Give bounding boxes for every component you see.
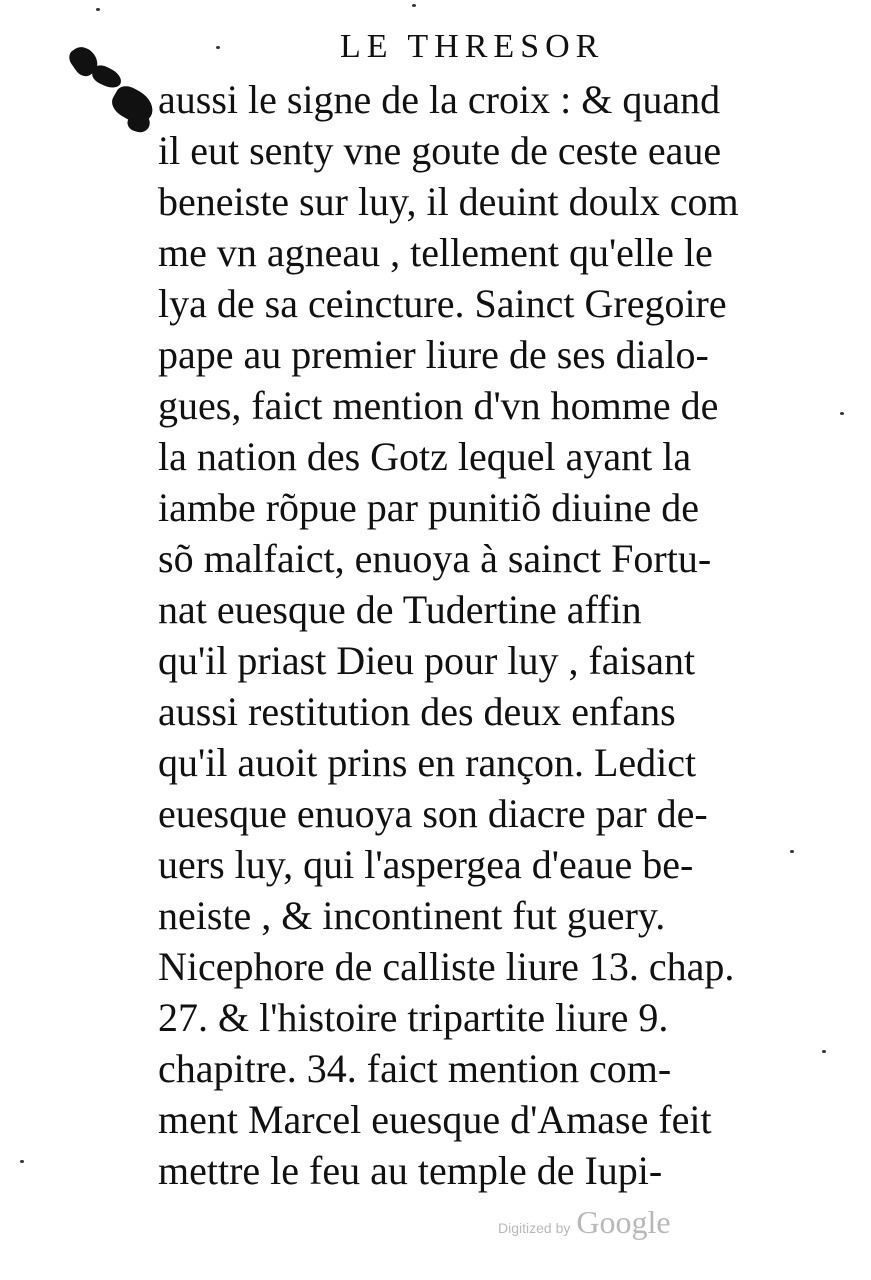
text-line: gues, faict mention d'vn homme de <box>158 383 719 428</box>
text-line: iambe rõpue par punitiõ diuine de <box>158 485 699 530</box>
text-line: lya de sa ceincture. Sainct Gregoire <box>158 281 727 326</box>
text-line: me vn agneau , tellement qu'elle le <box>158 230 713 275</box>
text-line: qu'il priast Dieu pour luy , faisant <box>158 638 696 683</box>
speck <box>822 1050 826 1053</box>
speck <box>412 4 416 7</box>
text-line: aussi restitution des deux enfans <box>158 689 676 734</box>
text-line: beneiste sur luy, il deuint doulx com <box>158 179 739 224</box>
running-head: LE THRESOR <box>340 28 605 65</box>
text-line: la nation des Gotz lequel ayant la <box>158 434 692 479</box>
text-line: Nicephore de calliste liure 13. chap. <box>158 944 735 989</box>
digitized-watermark <box>498 1204 671 1241</box>
page-body <box>158 74 798 1196</box>
text-line: chapitre. 34. faict mention com- <box>158 1046 672 1091</box>
watermark-prefix: Digitized by <box>498 1220 571 1236</box>
speck <box>216 46 220 49</box>
google-logo: Google <box>576 1204 671 1240</box>
text-line: mettre le feu au temple de Iupi- <box>158 1148 663 1193</box>
text-line: neiste , & incontinent fut guery. <box>158 893 666 938</box>
text-line: 27. & l'histoire tripartite liure 9. <box>158 995 669 1040</box>
text-line: pape au premier liure de ses dialo- <box>158 332 709 377</box>
text-line: euesque enuoya son diacre par de- <box>158 791 708 836</box>
text-line: il eut senty vne goute de ceste eaue <box>158 128 722 173</box>
speck <box>20 1160 24 1163</box>
text-line: uers luy, qui l'aspergea d'eaue be- <box>158 842 694 887</box>
text-line: sõ malfaict, enuoya à sainct Fortu- <box>158 536 712 581</box>
speck <box>840 412 844 415</box>
speck <box>96 8 100 11</box>
text-line: aussi le signe de la croix : & quand <box>158 77 721 122</box>
text-line: qu'il auoit prins en rançon. Ledict <box>158 740 697 785</box>
text-line: nat euesque de Tudertine affin <box>158 587 642 632</box>
text-line: ment Marcel euesque d'Amase feit <box>158 1097 712 1142</box>
